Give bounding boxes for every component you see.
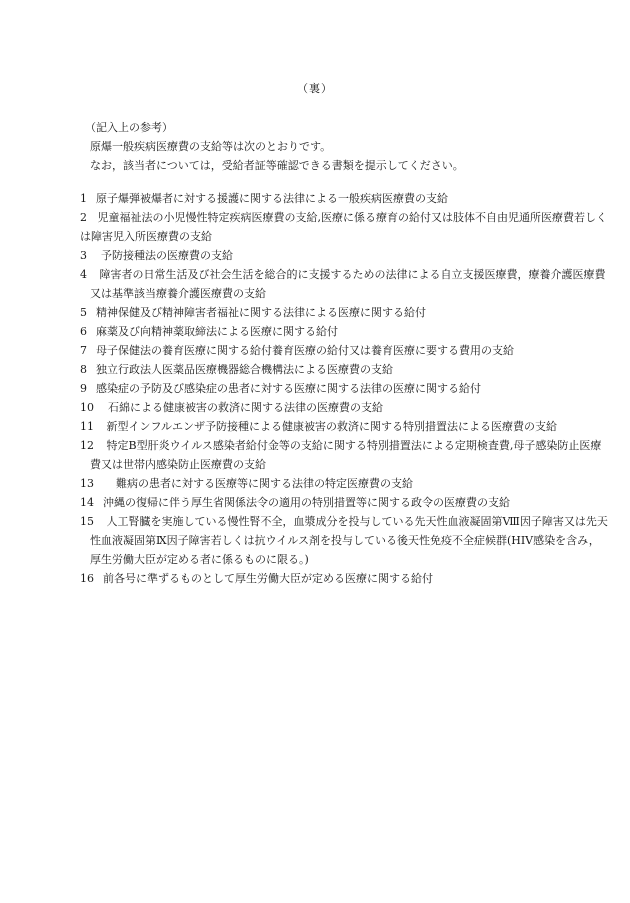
list-item xyxy=(80,398,610,417)
item-text: 沖縄の復帰に伴う厚生省関係法令の適用の特別措置等に関する政令の医療費の支給 xyxy=(103,496,510,509)
list-item xyxy=(80,474,610,493)
page-title: （裏） xyxy=(297,82,333,95)
item-text: 独立行政法人医薬品医療機器総合機構法による医療費の支給 xyxy=(96,363,393,376)
item-number: 9 xyxy=(80,382,87,395)
item-number: 4 xyxy=(80,268,87,281)
list-item xyxy=(80,569,610,588)
item-text: 新型インフルエンザ予防接種による健康被害の救済に関する特別措置法による医療費の支給 xyxy=(106,420,558,433)
notes-line-2: なお，該当者については，受給者証等確認できる書類を提示してください。 xyxy=(90,159,464,172)
item-text: 母子保健法の養育医療に関する給付養育医療の給付又は養育医療に要する費用の支給 xyxy=(96,344,514,357)
list-item xyxy=(80,512,610,569)
list-item xyxy=(80,417,610,436)
item-number: 14 xyxy=(80,496,94,509)
item-number: 2 xyxy=(80,211,87,224)
list-item xyxy=(80,436,610,474)
item-number: 5 xyxy=(80,306,87,319)
item-text: 予防接種法の医療費の支給 xyxy=(101,249,233,262)
list-item xyxy=(80,246,610,265)
list-item xyxy=(80,189,610,208)
list-item xyxy=(80,379,610,398)
notes-heading: （記入上の参考） xyxy=(85,121,173,134)
item-text: 石綿による健康被害の救済に関する法律の医療費の支給 xyxy=(108,401,383,414)
list-item xyxy=(80,341,610,360)
item-text: 人工腎臓を実施している慢性腎不全，血漿成分を投与している先天性血液凝固第Ⅷ因子障害又は先天性血液凝固第Ⅸ因子障害若しくは抗ウイルス剤を投与している後天性免疫不全症候群(HIV感染を含み，厚生労働大臣が定める者に係るものに限る。) xyxy=(90,515,608,566)
list-item xyxy=(80,265,610,303)
list-item xyxy=(80,322,610,341)
list-item xyxy=(80,360,610,379)
item-number: 10 xyxy=(80,401,94,414)
item-number: 7 xyxy=(80,344,87,357)
list-item xyxy=(80,208,610,246)
item-number: 11 xyxy=(80,420,94,433)
item-text: 原子爆弾被爆者に対する援護に関する法律による一般疾病医療費の支給 xyxy=(96,192,448,205)
list-item xyxy=(80,493,610,512)
item-text: 障害者の日常生活及び社会生活を総合的に支援するための法律による自立支援医療費，療養介護医療費又は基準該当療養介護医療費の支給 xyxy=(90,268,606,300)
item-number: 1 xyxy=(80,192,87,205)
notes-line-1: 原爆一般疾病医療費の支給等は次のとおりです。 xyxy=(90,140,332,153)
item-number: 15 xyxy=(80,515,94,528)
benefit-list xyxy=(80,189,610,588)
item-text: 前各号に準ずるものとして厚生労働大臣が定める医療に関する給付 xyxy=(103,572,433,585)
item-text: 特定B型肝炎ウイルス感染者給付金等の支給に関する特別措置法による定期検査費,母子感染防止医療費又は世帯内感染防止医療費の支給 xyxy=(90,439,602,471)
item-text: 感染症の予防及び感染症の患者に対する医療に関する法律の医療に関する給付 xyxy=(96,382,481,395)
item-number: 13 xyxy=(80,477,94,490)
item-number: 16 xyxy=(80,572,94,585)
item-text: 難病の患者に対する医療等に関する法律の特定医療費の支給 xyxy=(116,477,413,490)
item-number: 6 xyxy=(80,325,87,338)
item-number: 12 xyxy=(80,439,94,452)
list-item xyxy=(80,303,610,322)
item-text: 精神保健及び精神障害者福祉に関する法律による医療に関する給付 xyxy=(96,306,426,319)
item-text: 麻薬及び向精神薬取締法による医療に関する給付 xyxy=(96,325,338,338)
item-number: 8 xyxy=(80,363,87,376)
item-number: 3 xyxy=(80,249,87,262)
item-text: 児童福祉法の小児慢性特定疾病医療費の支給,医療に係る療育の給付又は肢体不自由児通所医療費若しくは障害児入所医療費の支給 xyxy=(80,211,607,243)
notes-section xyxy=(80,118,600,175)
